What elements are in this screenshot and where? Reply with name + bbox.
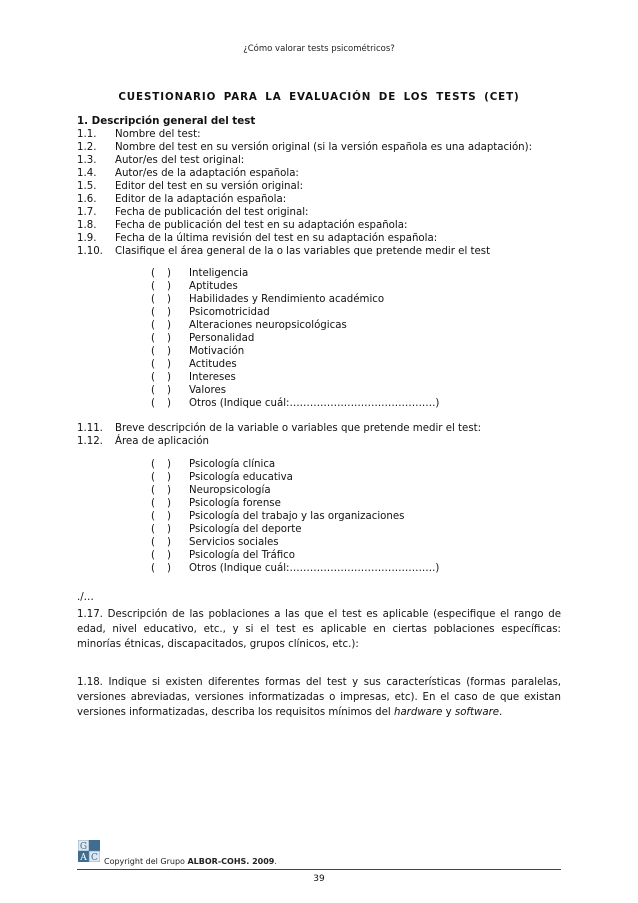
logo-letter-c: C (91, 853, 98, 862)
copyright-prefix: Copyright del Grupo (104, 857, 188, 866)
checkbox-open: ( (151, 485, 155, 496)
item-text: Fecha de la última revisión del test en su adaptación española: (115, 233, 438, 244)
checkbox-open: ( (151, 398, 155, 409)
section-title: 1. Descripción general del test (77, 115, 256, 127)
item-number: 1.7. (77, 207, 97, 218)
option-label: Aptitudes (189, 281, 238, 292)
option-label: Psicología del Tráfico (189, 550, 295, 561)
paragraph-text: . (499, 707, 503, 719)
item-number: 1.2. (77, 142, 97, 153)
option-label: Neuropsicología (189, 485, 271, 496)
option-label: Psicología educativa (189, 472, 293, 483)
checkbox-close: ) (167, 537, 171, 548)
checkbox-close: ) (167, 372, 171, 383)
option-label: Servicios sociales (189, 537, 279, 548)
item-text: Editor del test en su versión original: (115, 181, 304, 192)
software-term: software (454, 707, 500, 719)
checkbox-close: ) (167, 472, 171, 483)
checkbox-close: ) (167, 511, 171, 522)
checkbox-close: ) (167, 385, 171, 396)
item-number: 1.1. (77, 129, 97, 140)
paragraph-text: 1.18. Indique si existen diferentes formas del test y sus características (formas paralelas, versiones abreviadas, versiones informatizadas o impresas, etc). En el caso de que existan versiones informatizadas, describa los requisitos mínimos del (77, 677, 561, 719)
option-label: Valores (189, 385, 227, 396)
item-number: 1.6. (77, 194, 97, 205)
checkbox-close: ) (167, 485, 171, 496)
paragraph-1-17: 1.17. Descripción de las poblaciones a las que el test es aplicable (especifique el rango de edad, nivel educativo, etc., y si el test es aplicable en ciertas poblaciones específicas: minorías étnicas, discapacitados, grupos clínicos, etc.): (77, 609, 561, 651)
gac-logo (78, 840, 100, 862)
item-text: Área de aplicación (115, 436, 209, 447)
checkbox-open: ( (151, 320, 155, 331)
checkbox-close: ) (167, 563, 171, 574)
checkbox-open: ( (151, 294, 155, 305)
option-label: Psicología forense (189, 498, 281, 509)
item-number: 1.12. (77, 436, 103, 447)
item-number: 1.11. (77, 423, 103, 434)
document-title: CUESTIONARIO PARA LA EVALUACIÓN DE LOS TESTS (CET) (118, 91, 520, 103)
checkbox-close: ) (167, 459, 171, 470)
checkbox-open: ( (151, 281, 155, 292)
item-text: Fecha de publicación del test original: (115, 207, 309, 218)
checkbox-close: ) (167, 333, 171, 344)
item-number: 1.9. (77, 233, 97, 244)
item-text: Fecha de publicación del test en su adaptación española: (115, 220, 408, 231)
copyright-suffix: . (274, 857, 277, 866)
checkbox-close: ) (167, 294, 171, 305)
checkbox-open: ( (151, 524, 155, 535)
copyright-notice (104, 857, 277, 866)
checkbox-open: ( (151, 459, 155, 470)
hardware-term: hardware (393, 707, 443, 719)
running-header: ¿Cómo valorar tests psicométricos? (243, 44, 395, 54)
item-text: Editor de la adaptación española: (115, 194, 287, 205)
footer-divider (77, 869, 561, 870)
checkbox-close: ) (167, 268, 171, 279)
item-text: Clasifique el área general de la o las variables que pretende medir el test (115, 246, 491, 257)
checkbox-open: ( (151, 537, 155, 548)
item-number: 1.8. (77, 220, 97, 231)
checkbox-close: ) (167, 398, 171, 409)
checkbox-open: ( (151, 268, 155, 279)
item-text: Autor/es del test original: (115, 155, 245, 166)
item-number: 1.5. (77, 181, 97, 192)
item-text: Nombre del test: (115, 129, 201, 140)
checkbox-open: ( (151, 307, 155, 318)
option-label: Psicología del trabajo y las organizaciones (189, 511, 405, 522)
option-label: Actitudes (189, 359, 237, 370)
option-label: Psicología clínica (189, 459, 276, 470)
option-label: Motivación (189, 346, 245, 357)
option-label: Otros (Indique cuál:…………………………………….) (189, 398, 440, 409)
paragraph-1-18 (77, 675, 561, 721)
continuation-mark: ./… (77, 592, 94, 603)
option-label: Alteraciones neuropsicológicas (189, 320, 347, 331)
checkbox-open: ( (151, 385, 155, 396)
checkbox-close: ) (167, 359, 171, 370)
option-label: Inteligencia (189, 268, 249, 279)
checkbox-open: ( (151, 511, 155, 522)
checkbox-close: ) (167, 320, 171, 331)
option-label: Psicología del deporte (189, 524, 302, 535)
checkbox-close: ) (167, 498, 171, 509)
checkbox-open: ( (151, 472, 155, 483)
paragraph-text: y (442, 707, 455, 719)
page-number: 39 (313, 874, 325, 884)
checkbox-open: ( (151, 359, 155, 370)
item-text: Nombre del test en su versión original (si la versión española es una adaptación): (115, 142, 533, 153)
option-label: Personalidad (189, 333, 255, 344)
checkbox-open: ( (151, 333, 155, 344)
option-label: Habilidades y Rendimiento académico (189, 294, 385, 305)
item-text: Autor/es de la adaptación española: (115, 168, 299, 179)
option-label: Intereses (189, 372, 236, 383)
option-label: Otros (Indique cuál:…………………………………….) (189, 563, 440, 574)
checkbox-open: ( (151, 550, 155, 561)
checkbox-close: ) (167, 524, 171, 535)
checkbox-open: ( (151, 372, 155, 383)
checkbox-open: ( (151, 498, 155, 509)
checkbox-close: ) (167, 346, 171, 357)
checkbox-close: ) (167, 307, 171, 318)
checkbox-close: ) (167, 550, 171, 561)
checkbox-open: ( (151, 346, 155, 357)
logo-letter-g: G (79, 842, 88, 852)
logo-letter-a: A (80, 853, 87, 862)
item-number: 1.4. (77, 168, 97, 179)
checkbox-open: ( (151, 563, 155, 574)
item-number: 1.3. (77, 155, 97, 166)
copyright-group: ALBOR-COHS. 2009 (187, 857, 275, 866)
checkbox-close: ) (167, 281, 171, 292)
item-text: Breve descripción de la variable o variables que pretende medir el test: (115, 423, 482, 434)
item-number: 1.10. (77, 246, 103, 257)
option-label: Psicomotricidad (189, 307, 270, 318)
